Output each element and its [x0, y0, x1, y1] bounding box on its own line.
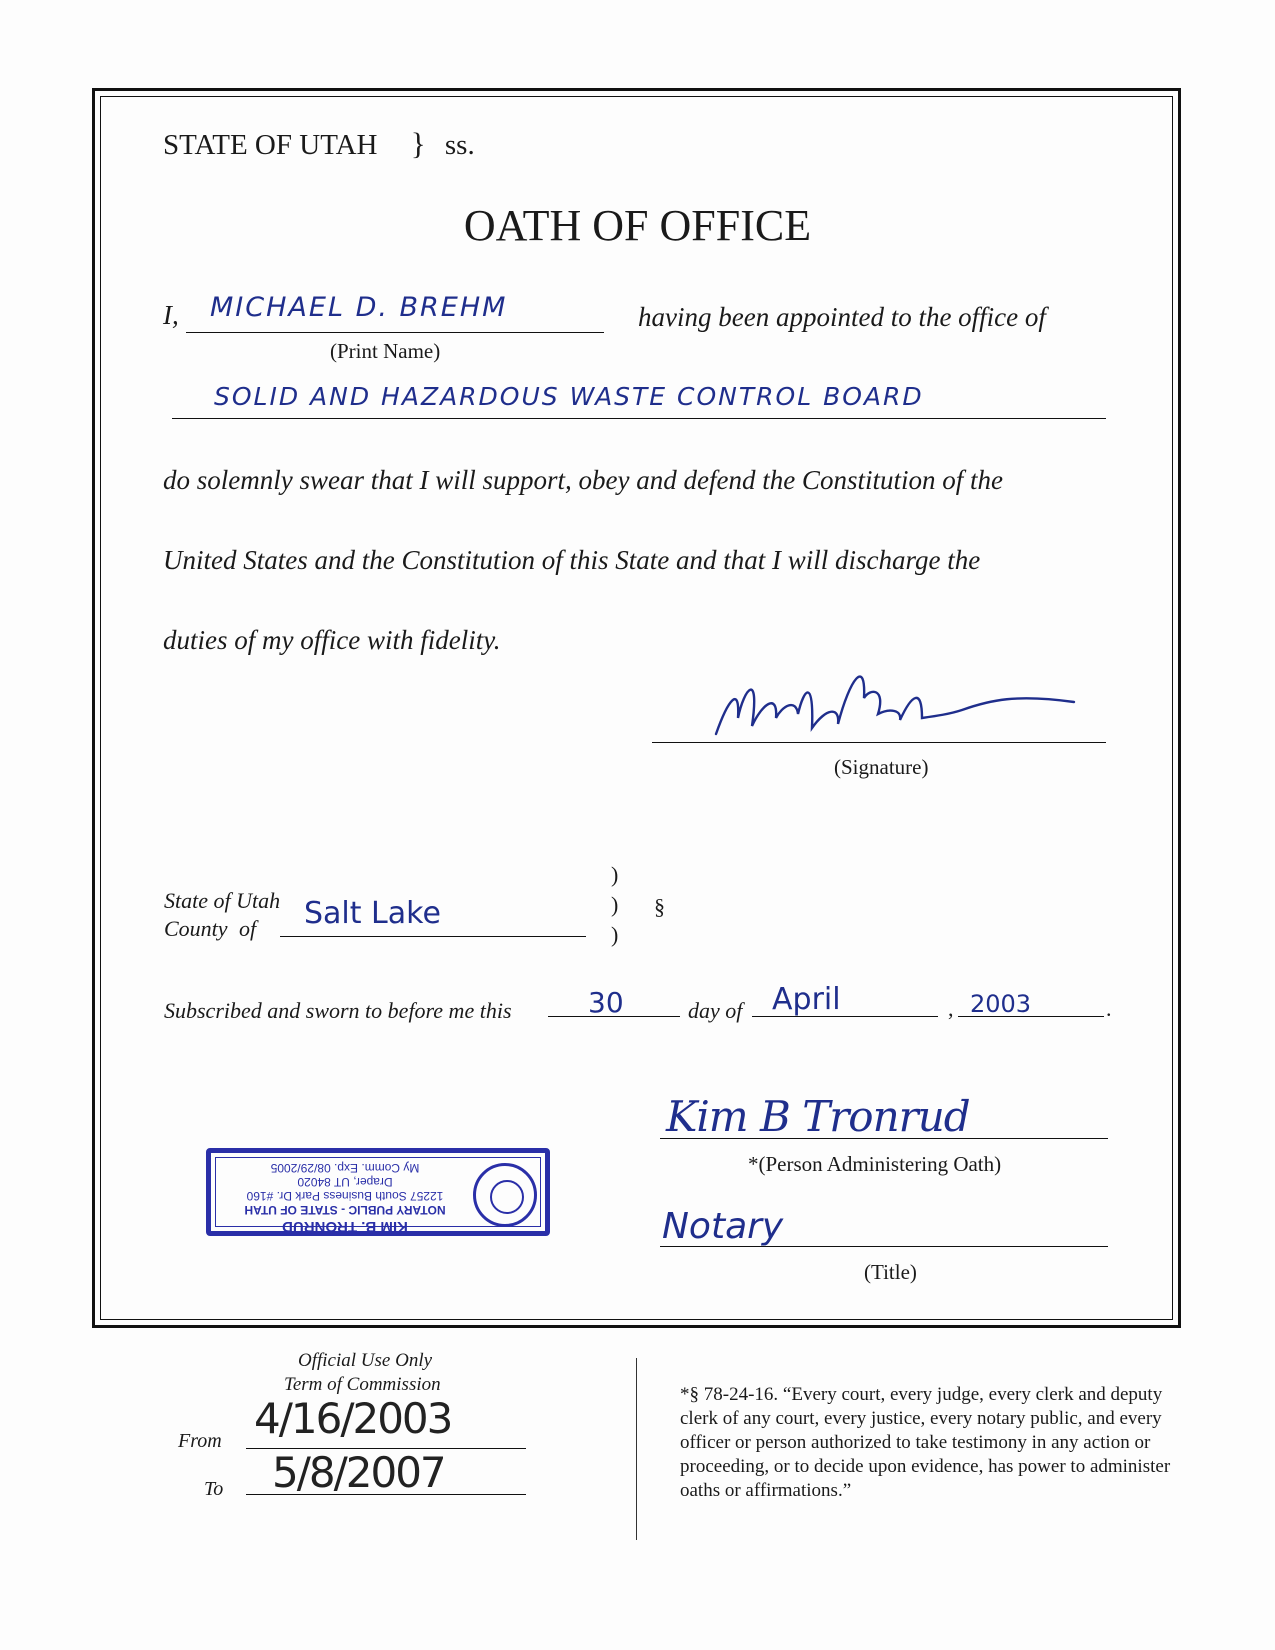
printed-name-handwriting: MICHAEL D. BREHM	[210, 292, 508, 323]
oath-body-line-1: do solemnly swear that I will support, obey and defend the Constitution of the	[163, 465, 1003, 495]
appointed-text: having been appointed to the office of	[638, 302, 1046, 332]
official-use-heading: Official Use Only	[298, 1350, 433, 1371]
county-line	[280, 936, 586, 937]
venue-paren-1: )	[611, 862, 619, 887]
state-venue-header	[163, 126, 475, 162]
to-label: To	[204, 1478, 224, 1500]
oath-body-line-3: duties of my office with fidelity.	[163, 625, 501, 655]
from-date-handwriting: 4/16/2003	[254, 1394, 452, 1443]
name-line	[186, 332, 604, 333]
office-handwriting: SOLID AND HAZARDOUS WASTE CONTROL BOARD	[214, 382, 924, 411]
title-line	[660, 1246, 1108, 1247]
oath-prefix: I,	[163, 300, 179, 330]
sworn-prefix: Subscribed and sworn to before me this	[164, 998, 512, 1023]
title-handwriting: Notary	[662, 1206, 784, 1247]
stamp-line-2: NOTARY PUBLIC - STATE OF UTAH	[244, 1203, 446, 1217]
print-name-caption: (Print Name)	[330, 339, 441, 363]
stamp-text	[225, 1161, 465, 1235]
venue-paren-2: )	[611, 892, 619, 917]
stamp-line-3: 12257 South Business Park Dr. #160	[246, 1189, 444, 1203]
oath-body-line-2: United States and the Constitution of this State and that I will discharge the	[163, 545, 981, 575]
administrator-line	[660, 1138, 1108, 1139]
state-of-utah-label: State of Utah	[164, 888, 281, 913]
page-title: OATH OF OFFICE	[463, 201, 812, 250]
state-line: STATE OF UTAH	[163, 129, 378, 161]
to-line	[246, 1494, 526, 1495]
to-date-handwriting: 5/8/2007	[272, 1448, 445, 1497]
administrator-caption: *(Person Administering Oath)	[748, 1152, 1002, 1176]
statute-note: *§ 78-24-16. “Every court, every judge, every clerk and deputy clerk of any court, every justice, every notary public, and every officer or person authorized to take testimony in any action or proceeding, or to decide upon evidence, has power to administer oaths or affirmations.”	[680, 1384, 1171, 1501]
footer-divider	[636, 1358, 637, 1540]
stamp-line-4: Draper, UT 84020	[297, 1175, 393, 1189]
notary-seal-icon	[473, 1163, 537, 1227]
notary-stamp	[206, 1148, 550, 1236]
stamp-line-1: KIM B. TRONRUD	[282, 1218, 408, 1235]
ss-label: ss.	[444, 129, 475, 161]
venue-paren-3: )	[611, 922, 619, 947]
title-caption: (Title)	[864, 1260, 917, 1284]
county-of-label: County of	[164, 916, 257, 941]
year-handwriting: 2003	[970, 990, 1032, 1018]
day-handwriting: 30	[588, 986, 624, 1019]
brace: }	[410, 126, 426, 161]
from-label: From	[178, 1430, 222, 1452]
signature-caption: (Signature)	[834, 755, 929, 779]
day-of-label: day of	[688, 998, 743, 1023]
month-handwriting: April	[772, 982, 841, 1017]
signature-line	[652, 742, 1106, 743]
year-comma: ,	[948, 996, 954, 1021]
section-symbol: §	[654, 894, 665, 919]
term-of-commission-heading: Term of Commission	[284, 1374, 441, 1395]
county-handwriting: Salt Lake	[304, 896, 441, 931]
office-line	[172, 418, 1106, 419]
signature-handwriting	[700, 648, 1080, 744]
administrator-signature-handwriting: Kim B Tronrud	[666, 1092, 970, 1141]
sworn-period: .	[1106, 996, 1112, 1021]
stamp-line-5: My Comm. Exp. 08/29/2005	[270, 1161, 420, 1175]
